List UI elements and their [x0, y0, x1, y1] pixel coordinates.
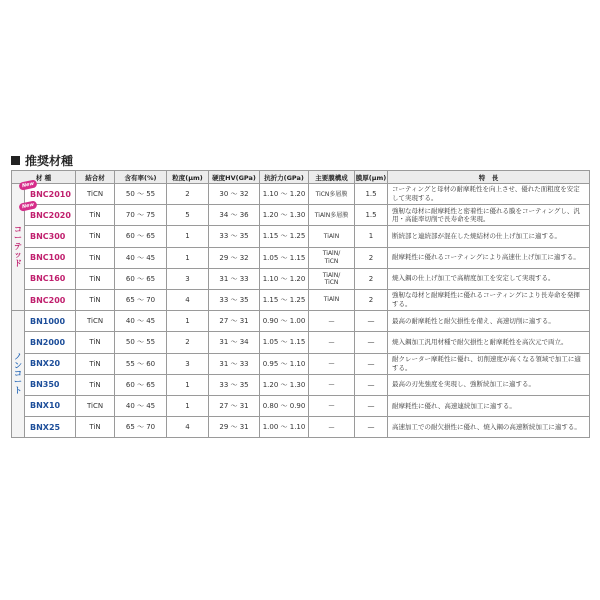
hardness-cell: 27 ～ 31	[209, 395, 260, 416]
header-hardness: 硬度HV(GPa)	[209, 171, 260, 184]
coating-cell: TiAlN多層膜	[309, 205, 355, 226]
binder-cell: TiCN	[76, 395, 115, 416]
material-name: BNC200	[30, 295, 66, 305]
header-coating: 主要膜構成	[309, 171, 355, 184]
thickness-cell: 2	[355, 268, 388, 289]
coating-cell: —	[309, 395, 355, 416]
material-cell	[25, 374, 76, 395]
header-feature: 特 長	[388, 171, 590, 184]
header-grain: 粒度(μm)	[167, 171, 209, 184]
strength-cell: 1.00 ～ 1.10	[260, 417, 309, 438]
grain-cell: 1	[167, 226, 209, 247]
feature-cell: コーティングと母材の耐摩耗性を向上させ、優れた面粗度を安定して実現する。	[388, 184, 590, 205]
thickness-cell: —	[355, 417, 388, 438]
strength-cell: 1.05 ～ 1.15	[260, 332, 309, 353]
table-row	[12, 184, 590, 205]
feature-cell: 耐摩耗性に優れるコーティングにより高速仕上げ加工に適する。	[388, 247, 590, 268]
hardness-cell: 34 ～ 36	[209, 205, 260, 226]
binder-cell: TiN	[76, 417, 115, 438]
section-title-text: 推奨材種	[25, 153, 74, 168]
thickness-cell: —	[355, 395, 388, 416]
table-row	[12, 247, 590, 268]
hardness-cell: 33 ～ 35	[209, 226, 260, 247]
strength-cell: 1.15 ～ 1.25	[260, 226, 309, 247]
material-name: BN2000	[30, 337, 66, 347]
grain-cell: 5	[167, 205, 209, 226]
grain-cell: 3	[167, 268, 209, 289]
thickness-cell: 2	[355, 289, 388, 310]
material-cell	[21, 201, 76, 226]
binder-cell: TiCN	[76, 311, 115, 332]
binder-cell: TiN	[76, 374, 115, 395]
strength-cell: 1.10 ～ 1.20	[260, 268, 309, 289]
material-name: BNX10	[30, 401, 61, 411]
coating-cell: —	[309, 353, 355, 374]
content-cell: 65 ～ 70	[115, 289, 167, 310]
strength-cell: 0.80 ～ 0.90	[260, 395, 309, 416]
material-cell	[25, 268, 76, 289]
content-cell: 50 ～ 55	[115, 184, 167, 205]
header-binder: 結合材	[76, 171, 115, 184]
header-thickness: 膜厚(μm)	[355, 171, 388, 184]
coating-cell: —	[309, 311, 355, 332]
coating-cell: TiAlN/ TiCN	[309, 268, 355, 289]
feature-cell: 最高の刃先強度を実現し、強断続加工に適する。	[388, 374, 590, 395]
hardness-cell: 30 ～ 32	[209, 184, 260, 205]
hardness-cell: 29 ～ 31	[209, 417, 260, 438]
table-row	[12, 226, 590, 247]
header-material: 材 種	[12, 171, 76, 184]
content-cell: 70 ～ 75	[115, 205, 167, 226]
coating-cell: —	[309, 374, 355, 395]
hardness-cell: 31 ～ 33	[209, 353, 260, 374]
grain-cell: 4	[167, 289, 209, 310]
content-cell: 60 ～ 65	[115, 226, 167, 247]
binder-cell: TiN	[76, 353, 115, 374]
content-cell: 55 ～ 60	[115, 353, 167, 374]
material-cell	[25, 353, 76, 374]
table-row	[12, 311, 590, 332]
hardness-cell: 31 ～ 34	[209, 332, 260, 353]
grain-cell: 2	[167, 184, 209, 205]
feature-cell: 断続部と連続部が混在した焼結材の仕上げ加工に適する。	[388, 226, 590, 247]
thickness-cell: 1	[355, 226, 388, 247]
grain-cell: 2	[167, 332, 209, 353]
material-name: BNC160	[30, 274, 66, 284]
hardness-cell: 31 ～ 33	[209, 268, 260, 289]
grain-cell: 1	[167, 395, 209, 416]
table-row	[12, 332, 590, 353]
grain-cell: 1	[167, 247, 209, 268]
grain-cell: 4	[167, 417, 209, 438]
table-row	[12, 417, 590, 438]
table-row	[12, 268, 590, 289]
content-cell: 65 ～ 70	[115, 417, 167, 438]
strength-cell: 0.95 ～ 1.10	[260, 353, 309, 374]
binder-cell: TiN	[76, 226, 115, 247]
strength-cell: 1.10 ～ 1.20	[260, 184, 309, 205]
material-name: BN1000	[30, 316, 66, 326]
content-cell: 60 ～ 65	[115, 374, 167, 395]
thickness-cell: —	[355, 311, 388, 332]
content-cell: 60 ～ 65	[115, 268, 167, 289]
material-name: BNX25	[30, 422, 61, 432]
grain-cell: 3	[167, 353, 209, 374]
content-cell: 40 ～ 45	[115, 247, 167, 268]
coating-cell: TiAlN/ TiCN	[309, 247, 355, 268]
material-cell	[25, 417, 76, 438]
thickness-cell: —	[355, 374, 388, 395]
group-label-text: ノンコート	[14, 352, 22, 395]
binder-cell: TiN	[76, 289, 115, 310]
thickness-cell: 2	[355, 247, 388, 268]
binder-cell: TiN	[76, 332, 115, 353]
material-cell	[25, 226, 76, 247]
material-cell	[25, 332, 76, 353]
feature-cell: 耐摩耗性に優れ、高速連続加工に適する。	[388, 395, 590, 416]
material-name: BNC2010	[30, 189, 71, 199]
strength-cell: 1.15 ～ 1.25	[260, 289, 309, 310]
table-header-row	[12, 171, 590, 184]
hardness-cell: 33 ～ 35	[209, 374, 260, 395]
hardness-cell: 27 ～ 31	[209, 311, 260, 332]
grain-cell: 1	[167, 374, 209, 395]
group-label-text: コーテッド	[14, 225, 22, 268]
material-cell	[25, 289, 76, 310]
header-strength: 抗折力(GPa)	[260, 171, 309, 184]
table-row	[12, 289, 590, 310]
coating-cell: —	[309, 332, 355, 353]
material-name: BNC100	[30, 253, 66, 263]
feature-cell: 高速加工での耐欠損性に優れ、焼入鋼の高速断続加工に適する。	[388, 417, 590, 438]
binder-cell: TiCN	[76, 184, 115, 205]
material-name: BNC2020	[30, 210, 71, 220]
hardness-cell: 33 ～ 35	[209, 289, 260, 310]
material-name: BN350	[30, 380, 60, 390]
thickness-cell: 1.5	[355, 184, 388, 205]
binder-cell: TiN	[76, 268, 115, 289]
strength-cell: 1.05 ～ 1.15	[260, 247, 309, 268]
feature-cell: 耐クレーター摩耗性に優れ、切削速度が高くなる領域で加工に適する。	[388, 353, 590, 374]
coating-cell: TiAlN	[309, 226, 355, 247]
thickness-cell: 1.5	[355, 205, 388, 226]
feature-cell: 強靭な母材に耐摩耗性と密着性に優れる膜をコーティングし、汎用・高能率切削で長寿命を実現。	[388, 205, 590, 226]
table-row	[12, 395, 590, 416]
feature-cell: 焼入鋼加工汎用材種で耐欠損性と耐摩耗性を高次元で両立。	[388, 332, 590, 353]
strength-cell: 0.90 ～ 1.00	[260, 311, 309, 332]
thickness-cell: —	[355, 332, 388, 353]
material-name: BNX20	[30, 359, 61, 369]
content-cell: 40 ～ 45	[115, 395, 167, 416]
section-title	[11, 152, 73, 168]
coating-cell: TiAlN	[309, 289, 355, 310]
square-bullet-icon	[11, 156, 20, 165]
content-cell: 50 ～ 55	[115, 332, 167, 353]
new-badge: New	[18, 179, 37, 191]
table-row	[12, 205, 590, 226]
feature-cell: 焼入鋼の仕上げ加工で高精度加工を安定して実現する。	[388, 268, 590, 289]
material-cell	[25, 247, 76, 268]
feature-cell: 強靭な母材と耐摩耗性に優れるコーティングにより長寿命を発揮する。	[388, 289, 590, 310]
coating-cell: TiCN多層膜	[309, 184, 355, 205]
binder-cell: TiN	[76, 247, 115, 268]
material-cell	[25, 311, 76, 332]
coating-cell: —	[309, 417, 355, 438]
group-label-noncoated	[12, 311, 25, 438]
hardness-cell: 29 ～ 32	[209, 247, 260, 268]
strength-cell: 1.20 ～ 1.30	[260, 205, 309, 226]
material-cell	[25, 395, 76, 416]
grade-table	[11, 170, 590, 438]
grain-cell: 1	[167, 311, 209, 332]
table-row	[12, 353, 590, 374]
table-row	[12, 374, 590, 395]
new-badge: New	[18, 200, 37, 212]
binder-cell: TiN	[76, 205, 115, 226]
feature-cell: 最高の耐摩耗性と耐欠損性を備え、高速切削に適する。	[388, 311, 590, 332]
strength-cell: 1.20 ～ 1.30	[260, 374, 309, 395]
thickness-cell: —	[355, 353, 388, 374]
header-content: 含有率(%)	[115, 171, 167, 184]
content-cell: 40 ～ 45	[115, 311, 167, 332]
material-name: BNC300	[30, 231, 66, 241]
